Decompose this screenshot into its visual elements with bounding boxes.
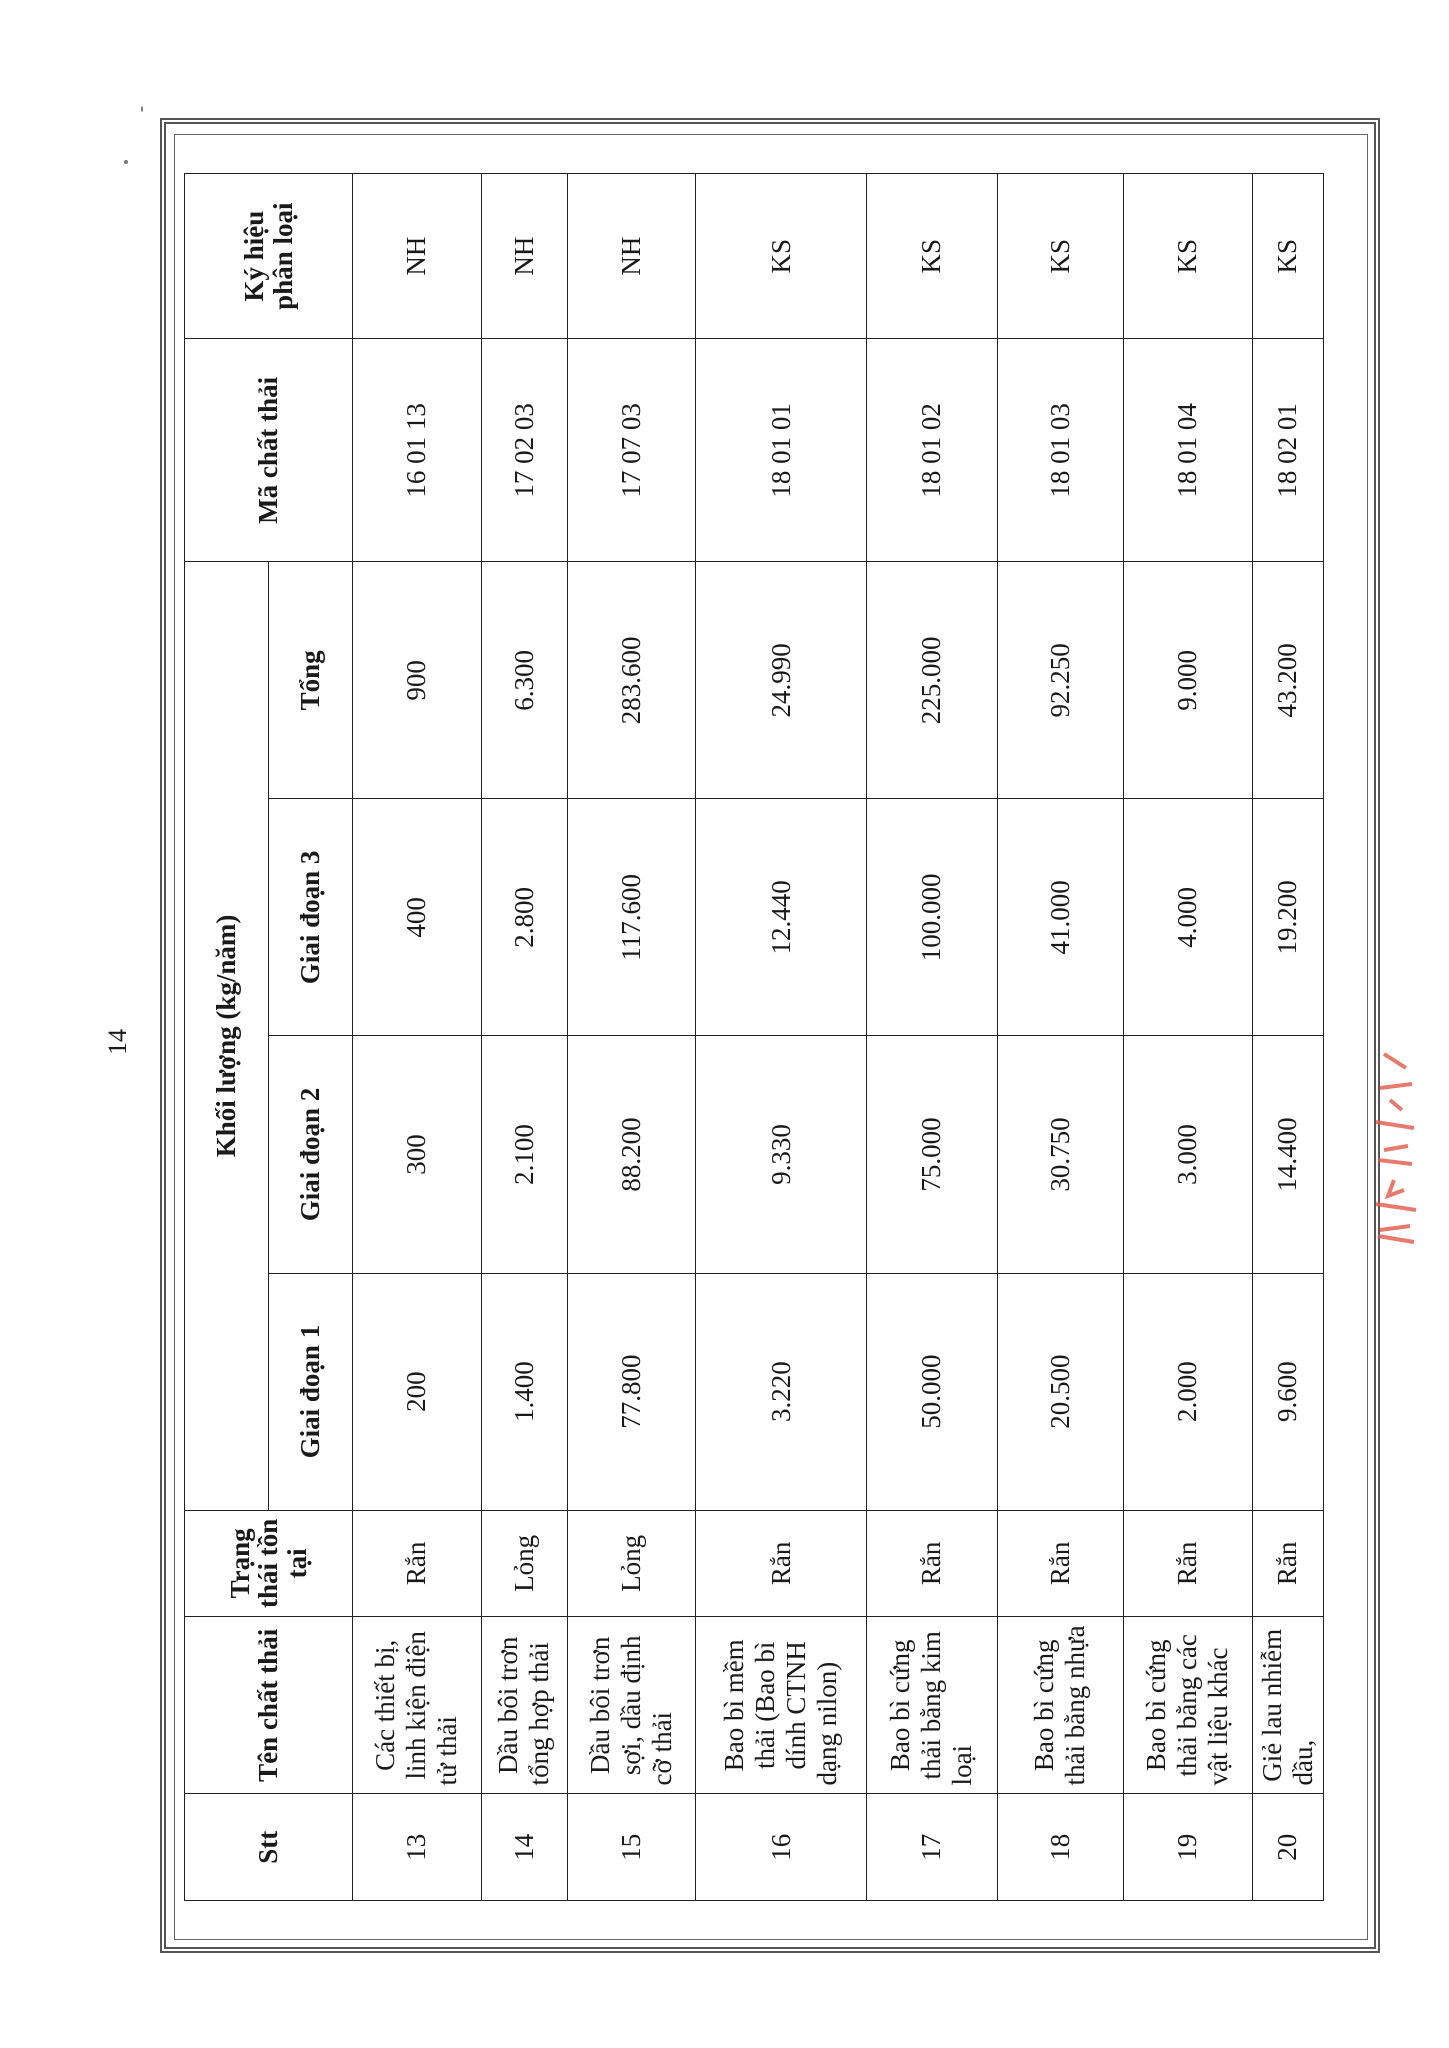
cell-phase3: 117.600 bbox=[567, 799, 696, 1036]
header-row bbox=[185, 174, 269, 1901]
col-header-total: Tổng bbox=[269, 562, 353, 799]
cell-phase2: 14.400 bbox=[1252, 1036, 1323, 1273]
col-header-stt: Stt bbox=[185, 1794, 353, 1901]
col-header-phase3: Giai đoạn 3 bbox=[269, 799, 353, 1036]
cell-state: Lỏng bbox=[567, 1510, 696, 1617]
col-header-name: Tên chất thải bbox=[185, 1617, 353, 1794]
cell-code: 17 02 03 bbox=[481, 339, 567, 562]
table-row bbox=[1252, 174, 1323, 1901]
scan-speck bbox=[124, 160, 128, 164]
col-header-mass: Khối lượng (kg/năm) bbox=[185, 562, 269, 1510]
cell-name: Bao bì cứng thải bằng kim loại bbox=[867, 1617, 998, 1794]
cell-stt: 19 bbox=[1124, 1794, 1253, 1901]
col-header-code: Mã chất thải bbox=[185, 339, 353, 562]
cell-stt: 16 bbox=[696, 1794, 867, 1901]
cell-name: Dầu bôi trơn sợi, dầu định cỡ thải bbox=[567, 1617, 696, 1794]
col-header-phase2: Giai đoạn 2 bbox=[269, 1036, 353, 1273]
cell-state: Rắn bbox=[353, 1510, 482, 1617]
stamp-scribble-icon bbox=[1368, 1040, 1424, 1250]
cell-phase2: 75.000 bbox=[867, 1036, 998, 1273]
cell-name: Bao bì mềm thải (Bao bì dính CTNH dạng nilon) bbox=[696, 1617, 867, 1794]
cell-name: Dầu bôi trơn tổng hợp thải bbox=[481, 1617, 567, 1794]
col-header-state: Trạng thái tồn tại bbox=[185, 1510, 353, 1617]
cell-phase3: 19.200 bbox=[1252, 799, 1323, 1036]
cell-phase2: 3.000 bbox=[1124, 1036, 1253, 1273]
cell-symbol: KS bbox=[997, 174, 1124, 339]
cell-phase1: 3.220 bbox=[696, 1273, 867, 1510]
cell-phase2: 88.200 bbox=[567, 1036, 696, 1273]
cell-phase2: 2.100 bbox=[481, 1036, 567, 1273]
cell-code: 18 01 01 bbox=[696, 339, 867, 562]
page-number: 14 bbox=[103, 1029, 132, 1055]
cell-symbol: KS bbox=[696, 174, 867, 339]
cell-phase3: 4.000 bbox=[1124, 799, 1253, 1036]
cell-state: Rắn bbox=[1124, 1510, 1253, 1617]
col-header-symbol: Ký hiệu phân loại bbox=[185, 174, 353, 339]
cell-stt: 15 bbox=[567, 1794, 696, 1901]
col-header-phase1: Giai đoạn 1 bbox=[269, 1273, 353, 1510]
cell-phase1: 50.000 bbox=[867, 1273, 998, 1510]
cell-symbol: NH bbox=[567, 174, 696, 339]
cell-stt: 13 bbox=[353, 1794, 482, 1901]
cell-phase2: 9.330 bbox=[696, 1036, 867, 1273]
cell-state: Rắn bbox=[867, 1510, 998, 1617]
cell-symbol: KS bbox=[867, 174, 998, 339]
cell-total: 6.300 bbox=[481, 562, 567, 799]
cell-code: 16 01 13 bbox=[353, 339, 482, 562]
cell-name: Bao bì cứng thải bằng các vật liệu khác bbox=[1124, 1617, 1253, 1794]
cell-symbol: KS bbox=[1124, 174, 1253, 339]
cell-symbol: KS bbox=[1252, 174, 1323, 339]
table-row bbox=[867, 174, 998, 1901]
rotated-table-container bbox=[184, 173, 1324, 1901]
cell-stt: 20 bbox=[1252, 1794, 1323, 1901]
table-row bbox=[1124, 174, 1253, 1901]
cell-name: Giẻ lau nhiễm dầu, bbox=[1252, 1617, 1323, 1794]
cell-total: 9.000 bbox=[1124, 562, 1253, 799]
table-row bbox=[353, 174, 482, 1901]
cell-phase2: 300 bbox=[353, 1036, 482, 1273]
cell-code: 18 02 01 bbox=[1252, 339, 1323, 562]
cell-state: Lỏng bbox=[481, 1510, 567, 1617]
cell-phase3: 100.000 bbox=[867, 799, 998, 1036]
cell-total: 43.200 bbox=[1252, 562, 1323, 799]
cell-stt: 18 bbox=[997, 1794, 1124, 1901]
cell-total: 283.600 bbox=[567, 562, 696, 799]
cell-total: 24.990 bbox=[696, 562, 867, 799]
cell-stt: 14 bbox=[481, 1794, 567, 1901]
cell-code: 18 01 03 bbox=[997, 339, 1124, 562]
table-row bbox=[997, 174, 1124, 1901]
cell-state: Rắn bbox=[696, 1510, 867, 1617]
cell-code: 18 01 04 bbox=[1124, 339, 1253, 562]
cell-phase3: 400 bbox=[353, 799, 482, 1036]
cell-phase3: 41.000 bbox=[997, 799, 1124, 1036]
cell-phase1: 1.400 bbox=[481, 1273, 567, 1510]
cell-phase1: 9.600 bbox=[1252, 1273, 1323, 1510]
cell-name: Bao bì cứng thải bằng nhựa bbox=[997, 1617, 1124, 1794]
cell-phase1: 2.000 bbox=[1124, 1273, 1253, 1510]
cell-phase1: 77.800 bbox=[567, 1273, 696, 1510]
cell-phase2: 30.750 bbox=[997, 1036, 1124, 1273]
cell-total: 900 bbox=[353, 562, 482, 799]
cell-symbol: NH bbox=[481, 174, 567, 339]
cell-code: 18 01 02 bbox=[867, 339, 998, 562]
cell-symbol: NH bbox=[353, 174, 482, 339]
cell-phase1: 200 bbox=[353, 1273, 482, 1510]
red-stamp-mark bbox=[1368, 1040, 1424, 1250]
cell-name: Các thiết bị, linh kiện điện tử thải bbox=[353, 1617, 482, 1794]
cell-phase3: 12.440 bbox=[696, 799, 867, 1036]
cell-total: 225.000 bbox=[867, 562, 998, 799]
table-row bbox=[567, 174, 696, 1901]
cell-phase1: 20.500 bbox=[997, 1273, 1124, 1510]
table-row bbox=[481, 174, 567, 1901]
cell-phase3: 2.800 bbox=[481, 799, 567, 1036]
cell-state: Rắn bbox=[1252, 1510, 1323, 1617]
cell-code: 17 07 03 bbox=[567, 339, 696, 562]
cell-state: Rắn bbox=[997, 1510, 1124, 1617]
scan-speck bbox=[141, 106, 143, 112]
cell-total: 92.250 bbox=[997, 562, 1124, 799]
table-row bbox=[696, 174, 867, 1901]
waste-table bbox=[184, 173, 1324, 1901]
cell-stt: 17 bbox=[867, 1794, 998, 1901]
